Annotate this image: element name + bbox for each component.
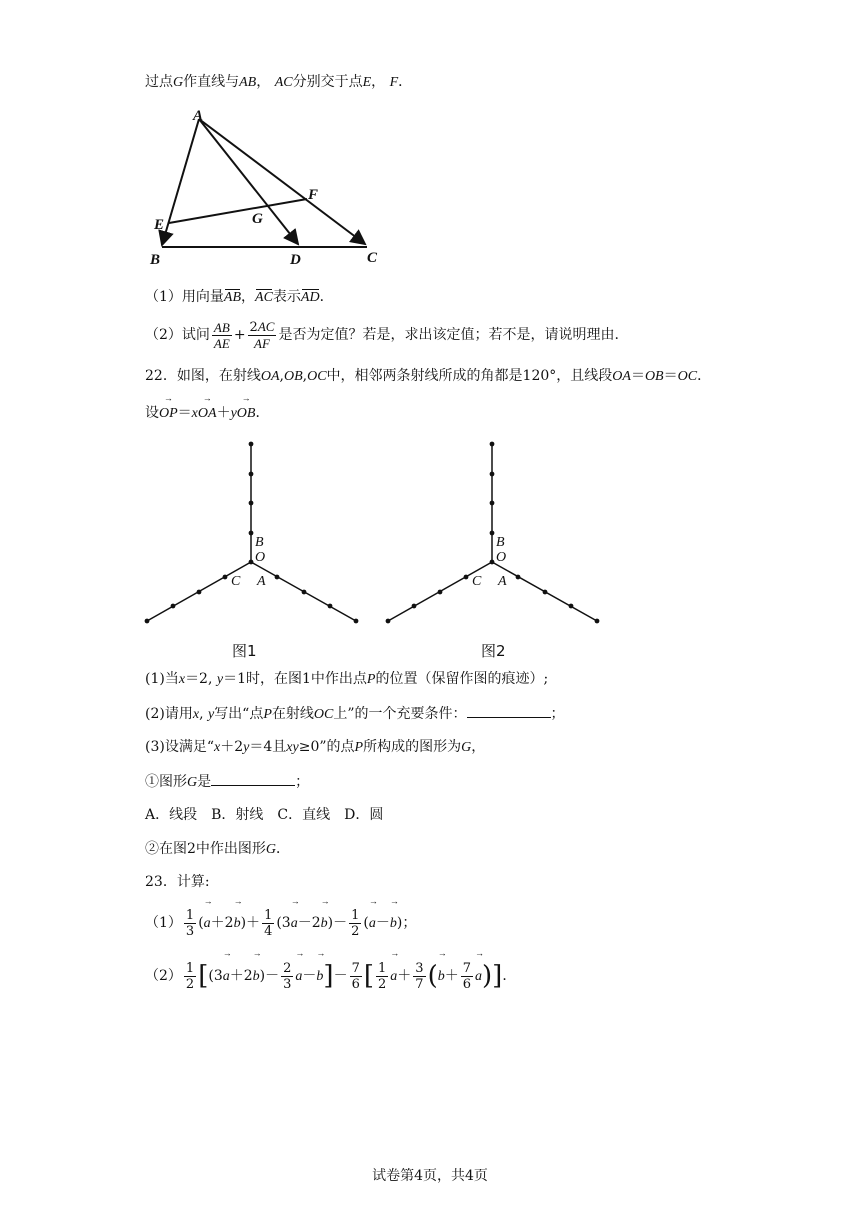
fig2-label-a: A xyxy=(498,574,507,589)
segment-ef xyxy=(169,199,307,223)
answer-blank-2[interactable] xyxy=(211,771,295,786)
q21-intro: 过点G作直线与AB， AC分别交于点E， F． xyxy=(145,74,413,90)
rays-figure-2 xyxy=(381,436,606,631)
fig2-label-b: B xyxy=(496,535,505,550)
fig1-label-b: B xyxy=(255,535,264,550)
q22-part2: (2)请用x, y写出“点P在射线OC上”的一个充要条件： ； xyxy=(145,703,565,725)
fig2-caption: 图2 xyxy=(481,642,506,660)
fig2-label-o: O xyxy=(496,550,507,565)
label-g: G xyxy=(252,211,263,227)
fig1-caption: 图1 xyxy=(232,642,257,660)
q22-sub1: ①图形G是 ； xyxy=(145,771,309,793)
segment-ab xyxy=(162,119,199,245)
q22-part3: (3)设满足“x＋2y＝4且xy≥0”的点P所构成的图形为G， xyxy=(145,739,486,755)
rays-figure-1 xyxy=(140,436,365,631)
fig2-label-c: C xyxy=(472,574,482,589)
label-b: B xyxy=(150,252,161,268)
fig1-label-c: C xyxy=(231,574,241,589)
q22-part1: (1)当x＝2, y＝1时，在图1中作出点P的位置（保留作图的痕迹）; xyxy=(145,671,549,687)
fig1-label-o: O xyxy=(255,550,266,565)
q22-stem2: 设OP →＝xOA →＋yOB →． xyxy=(145,403,269,424)
q22-stem: 22．如图，在射线OA,OB,OC中，相邻两条射线所成的角都是120°，且线段OA＝OB＝OC． xyxy=(145,368,712,384)
label-e: E xyxy=(154,217,165,233)
answer-blank-1[interactable] xyxy=(467,703,551,718)
triangle-figure xyxy=(145,104,395,269)
q23-stem: 23．计算: xyxy=(145,874,210,890)
label-c: C xyxy=(367,250,378,266)
q21-part1: （1）用向量AB，AC表示AD． xyxy=(145,287,334,308)
label-d: D xyxy=(290,252,301,268)
page-footer: 试卷第4页，共4页 xyxy=(372,1168,488,1184)
q22-options: A．线段 B．射线 C．直线 D．圆 xyxy=(145,807,384,823)
label-a: A xyxy=(193,108,204,124)
q22-sub2: ②在图2中作出图形G． xyxy=(145,841,291,857)
q21-part2: （2）试问 $\frac{AB}{AE}$ + $\frac{2AC}{AF}$ 是否为定值？若是，求出该定值；若不是，请说明理由. xyxy=(145,319,619,351)
fig1-label-a: A xyxy=(257,574,266,589)
label-f: F xyxy=(308,187,319,203)
q23-part1: （1） $\frac{1}{3}$ (a →＋2b →)＋ $\frac{1}{4}$ (3a →－2b →)－ $\frac{1}{2}$ (a →－b →)； xyxy=(145,906,416,941)
q23-part2: （2） $\frac{1}{2}$ [(3a →＋2b →)－ $\frac{2}{3}$ a →－b →]－ $\frac{7}{6}$ [ $\frac{1}{2}$ a →＋ $\frac{3}{7}$ (b →＋ $\frac{7}{6}$ a →)]． xyxy=(145,958,516,995)
